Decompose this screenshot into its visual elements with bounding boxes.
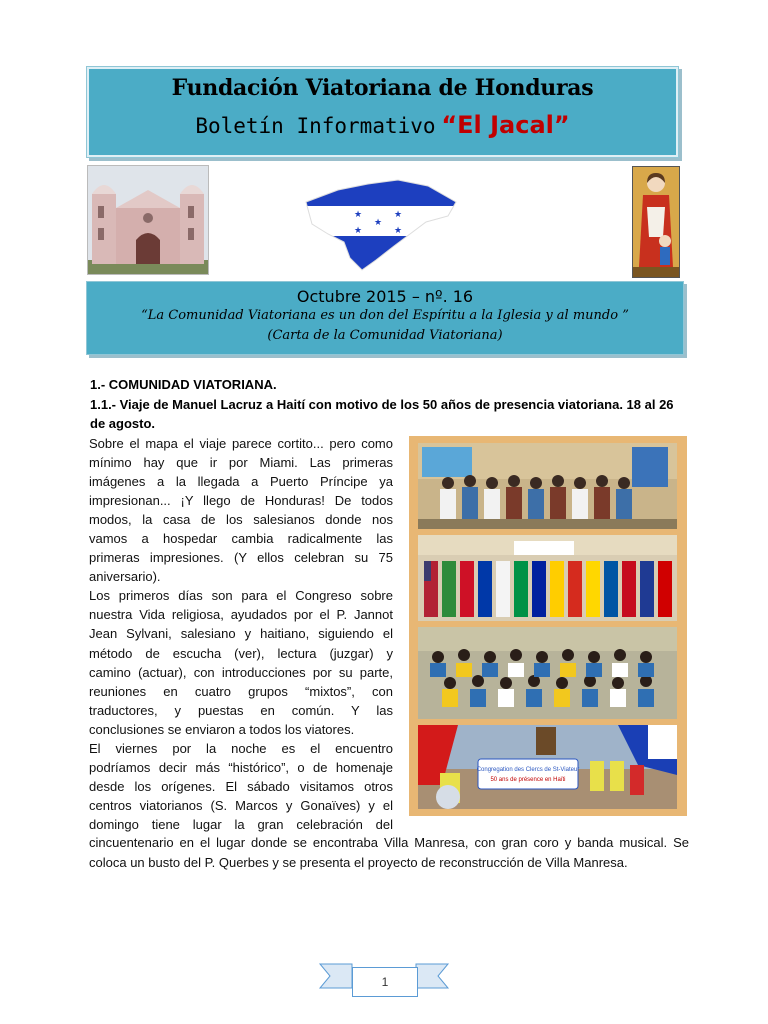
text-line: conclusiones se enviaron a todos los viatores.	[89, 721, 355, 737]
article-title: 1.1.- Viaje de Manuel Lacruz a Haití con motivo de los 50 años de presencia viatoriana. 18 al 26	[90, 397, 674, 412]
svg-text:★: ★	[394, 225, 403, 235]
text-line: Sobre el mapa el viaje parece cortito... pero como	[89, 436, 393, 451]
newsletter-name: “El Jacal”	[441, 111, 570, 139]
text-line: domingo tiene lugar la gran celebración del	[89, 816, 393, 832]
article-body-narrow	[89, 434, 393, 834]
text-line: mínimo hay que ir por Miami. Las primeras	[89, 455, 393, 471]
text-line: reuniones en cuatro grupos “mixtos”, con	[89, 683, 393, 699]
text-line: podríamos decir más “histórico”, o de homenaje	[89, 759, 393, 775]
issue-quote: “La Comunidad Viatoriana es un don del Espíritu a la Iglesia y al mundo ”	[141, 308, 629, 323]
issue-banner	[86, 281, 684, 355]
foundation-title: Fundación Viatoriana de Honduras	[171, 75, 594, 101]
svg-text:★: ★	[354, 209, 363, 219]
svg-text:★: ★	[394, 209, 403, 219]
text-line: coloca un busto del P. Querbes y se presenta el proyecto de reconstrucción de Villa Manresa.	[89, 855, 628, 870]
saint-painting-image	[632, 166, 680, 278]
article-title-cont: de agosto.	[90, 416, 156, 431]
svg-text:★: ★	[374, 217, 383, 227]
photo-collage	[409, 436, 687, 816]
text-line: desde los orígenes. El sábado visitamos otros	[89, 778, 393, 794]
honduras-map-flag	[298, 172, 460, 272]
text-line: método de escucha (ver), lectura (juzgar) y	[89, 645, 393, 661]
subtitle-prefix: Boletín Informativo	[195, 114, 436, 138]
text-line: Jean Sylvani, salesiano y haitiano, siguiendo el	[89, 626, 393, 642]
text-line: cincuentenario en el lugar donde se encontraba Villa Manresa, con gran coro y banda musical. Se	[89, 835, 689, 850]
group-photo	[418, 443, 677, 529]
text-line: nuestra Vida religiosa, ayudados por el P. Jannot	[89, 607, 393, 623]
text-line: Los primeros días son para el Congreso sobre	[89, 588, 393, 604]
flags-photo	[418, 535, 677, 621]
newsletter-header	[86, 66, 679, 158]
procession-banner-text: Congregation des Clercs de St-Viateur	[476, 767, 580, 773]
text-line: modos, la casa de los salesianos donde nos	[89, 512, 393, 528]
text-line: impresionan... ¡Y llego de Honduras! De todos	[89, 493, 393, 509]
quote-source: (Carta de la Comunidad Viatoriana)	[267, 328, 503, 343]
text-line: primeras impresiones. (Y ellos celebran su 75	[89, 550, 393, 566]
svg-text:★: ★	[354, 225, 363, 235]
church-image	[87, 165, 209, 275]
text-line: aniversario).	[89, 569, 161, 585]
text-line: camino (actuar), con introducciones por su parte,	[89, 664, 393, 680]
text-line: centros viatorianos (S. Marcos y Gonaïves) y el	[89, 797, 393, 813]
issue-date: Octubre 2015 – nº. 16	[296, 287, 474, 306]
text-line: traductores, y puestas en común. Y las	[89, 702, 393, 718]
procession-banner-text2: 50 ans de présence en Haïti	[490, 777, 566, 783]
text-line: El viernes por la noche es el encuentro	[89, 740, 393, 756]
section-heading: 1.- COMUNIDAD VIATORIANA.	[90, 377, 277, 392]
text-line: vamos a hospedar cambia radicalmente las	[89, 531, 393, 547]
page-number: 1	[352, 967, 418, 997]
procession-photo	[418, 725, 677, 809]
text-line: imágenes a la llegada a Puerto Príncipe ya	[89, 474, 393, 490]
article-body-wide	[89, 833, 689, 873]
meeting-photo	[418, 627, 677, 719]
newsletter-subtitle	[87, 111, 678, 139]
